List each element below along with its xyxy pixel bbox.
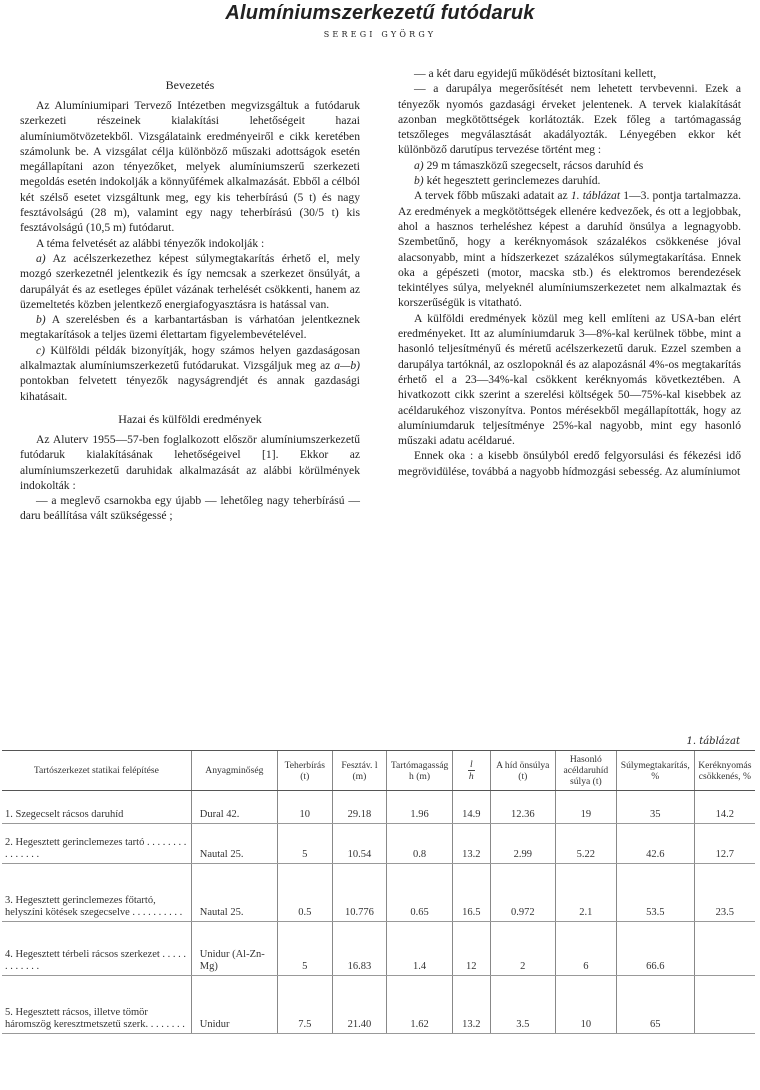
cell-steel-weight: 19	[555, 791, 616, 824]
cell-span: 16.83	[332, 922, 387, 976]
cell-wheel	[694, 922, 755, 976]
table-row	[2, 824, 755, 864]
header-ratio	[452, 751, 490, 791]
cell-steel-weight: 6	[555, 922, 616, 976]
paragraph-text: A szerelésben és a karbantartásban is várhatóan jelentkeznek megtakarítások a teljes üzemi élettartam figyelembevételével.	[20, 313, 360, 342]
cell-capacity: 5	[277, 922, 332, 976]
cell-saving: 65	[616, 976, 694, 1034]
cell-ratio: 14.9	[452, 791, 490, 824]
cell-steel-weight: 10	[555, 976, 616, 1034]
author-name: SEREGI GYÖRGY	[323, 30, 437, 39]
cell-wheel: 14.2	[694, 791, 755, 824]
list-marker: b)	[414, 174, 424, 188]
cell-wheel: 12.7	[694, 824, 755, 864]
table-row	[2, 791, 755, 824]
cell-wheel: 23.5	[694, 864, 755, 922]
cell-height: 0.8	[387, 824, 453, 864]
cell-selfweight: 2.99	[490, 824, 555, 864]
header-capacity: Teherbírás (t)	[277, 751, 332, 791]
paragraph-text: 29 m támaszközű szegecselt, rácsos daruhíd és	[423, 158, 644, 172]
table-row	[2, 864, 755, 922]
list-range: a—b)	[334, 359, 360, 373]
list-marker: a)	[414, 158, 424, 172]
header-structure: Tartószerkezet statikai felépítése	[2, 751, 191, 791]
cell-height: 1.4	[387, 922, 453, 976]
cell-saving: 42.6	[616, 824, 694, 864]
paragraph-text: A tervek főbb műszaki adatait az	[414, 189, 571, 203]
cell-material: Nautal 25.	[191, 864, 277, 922]
paragraph: — a darupálya megerősítését nem lehetett tervbevenni. Ezek a tényezők nyomós gazdasági érveket jelentenek. A tervek kialakítását azonban megkötöttségek korlátozták. Ezek főleg a tartómagasság tetszőleges megválasztását akadályozták. Lényegében ekkor két különböző darutípus tervezése történt meg :	[398, 82, 741, 157]
cell-saving: 66.6	[616, 922, 694, 976]
header-selfweight: A híd önsúlya (t)	[490, 751, 555, 791]
cell-capacity: 0.5	[277, 864, 332, 922]
cell-material: Unidur (Al-Zn-Mg)	[191, 922, 277, 976]
cell-span: 10.776	[332, 864, 387, 922]
table-row	[2, 976, 755, 1034]
cell-selfweight: 0.972	[490, 864, 555, 922]
cell-material: Nautal 25.	[191, 824, 277, 864]
cell-steel-weight: 5.22	[555, 824, 616, 864]
paragraph-text: 1—3. pontja tartalmazza. Az eredmények a megkötöttségek ellenére kedvezőek, és ott a legjobbak, ahol a hasznos terheléshez képest a daruhíd önsúlya a legnagyobb. Szembetűnő, hogy a keréknyomások százalékos csökkenése jóval alacsonyabb, mint a hídszerkezet százalékos súlymegtakarítása. Ennek oka a gépészeti (motor, macska stb.) és elektromos berendezések tekintélyes súlya, melyeknél alumíniumszerkezetet nem alkalmaztak és korszerűségük is vitatható.	[398, 189, 742, 310]
cell-structure: 4. Hegesztett térbeli rácsos szerkezet . . . . . . . . . . . .	[2, 922, 191, 976]
table-caption: 1. táblázat	[686, 736, 740, 747]
paragraph: A téma felvetését az alábbi tényezők indokolják :	[36, 236, 265, 250]
cell-ratio: 16.5	[452, 864, 490, 922]
paragraph: Az Aluterv 1955—57-ben foglalkozott először alumíniumszerkezetű futódaruk kialakításának lehetőségeivel [1]. Ekkor az alumíniumszerkezetű daruhidak alkalmazását az alábbi körülmények indokolták :	[20, 432, 360, 492]
cell-span: 10.54	[332, 824, 387, 864]
article-title: Alumíniumszerkezetű futódaruk	[225, 2, 535, 24]
paragraph-text: Külföldi példák bizonyítják, hogy számos helyen gazdaságosan alkalmaztak alumíniumszerkezetű futódarukat. Vizsgáljuk meg az	[20, 343, 360, 373]
paragraph-text: pontokban felvetett tényezők nagyságrendjét és annak gazdasági kihatásait.	[20, 374, 360, 403]
cell-span: 29.18	[332, 791, 387, 824]
cell-capacity: 10	[277, 791, 332, 824]
section-heading-foreign: Hazai és külföldi eredmények	[118, 411, 262, 426]
cell-height: 0.65	[387, 864, 453, 922]
cell-capacity: 7.5	[277, 976, 332, 1034]
cell-ratio: 13.2	[452, 976, 490, 1034]
cell-height: 1.62	[387, 976, 453, 1034]
cell-structure: 3. Hegesztett gerinclemezes főtartó, helyszíni kötések szegecselve . . . . . . . . . .	[2, 864, 191, 922]
cell-saving: 53.5	[616, 864, 694, 922]
cell-span: 21.40	[332, 976, 387, 1034]
header-wheel: Keréknyomás csökkenés, %	[694, 751, 755, 791]
cell-capacity: 5	[277, 824, 332, 864]
cell-ratio: 12	[452, 922, 490, 976]
ratio-numerator: l	[469, 759, 473, 770]
cell-structure: 1. Szegecselt rácsos daruhíd	[2, 791, 191, 824]
paragraph: — a meglevő csarnokba egy újabb — lehetőleg nagy teherbírású — daru beállítása vált szükségessé ;	[20, 494, 360, 523]
header-saving: Súlymegtakarítás, %	[616, 751, 694, 791]
cell-material: Dural 42.	[191, 791, 277, 824]
header-height: Tartómagasság h (m)	[387, 751, 453, 791]
ratio-denominator: h	[468, 771, 474, 782]
paragraph	[20, 312, 360, 343]
cell-wheel	[694, 976, 755, 1034]
paragraph	[20, 343, 360, 404]
paragraph	[398, 188, 741, 310]
list-marker: b)	[36, 313, 46, 327]
ratio-fraction	[468, 759, 475, 782]
cell-selfweight: 2	[490, 922, 555, 976]
header-steel-weight: Hasonló acéldaruhíd súlya (t)	[555, 751, 616, 791]
cell-steel-weight: 2.1	[555, 864, 616, 922]
paragraph-text: két hegesztett gerinclemezes daruhíd.	[423, 174, 601, 188]
section-heading-intro: Bevezetés	[165, 78, 215, 92]
right-column	[398, 66, 741, 479]
table-row	[2, 922, 755, 976]
paragraph	[398, 173, 741, 188]
cell-selfweight: 12.36	[490, 791, 555, 824]
cell-structure: 5. Hegesztett rácsos, illetve tömör háromszög keresztmetszetű szerk. . . . . . . .	[2, 976, 191, 1034]
paragraph: Az Alumíniumipari Tervező Intézetben megvizsgáltuk a futódaruk szerkezeti részeinek kialakítási lehetőségeit hazai alumíniumötvözetekből. Vizsgálataink eredményeiről e cikk keretében számolunk be. A vizsgálat célja különböző műszaki adottságok esetén megállapítani azon tényezőket, melyek alumíniumszerű szerkezeti megoldás esetén indokolják a könnyűfémek alkalmazását. Ebből a célból két szélső esetet vizsgáltunk meg, egy kis teherbírású (5 t) és nagy fesztávolságú (28 m), valamint egy nagy teherbírású (30/5 t) kis fesztávolságú (10,5 m) futódarut.	[20, 99, 360, 235]
table-reference: 1. táblázat	[570, 189, 621, 203]
paragraph	[20, 251, 360, 312]
table-header-row	[2, 751, 755, 791]
paragraph	[398, 158, 741, 173]
cell-height: 1.96	[387, 791, 453, 824]
list-marker: c)	[36, 343, 46, 357]
paragraph: A külföldi eredmények közül meg kell említeni az USA-ban elért eredményeket. Itt az alumíniumdaruk 3—8%-kal kerülnek többe, mint a hasonló teljesítményű és méretű acélszerkezetű daruk. Ezzel szemben a darupálya tartóknál, az oszlopoknál és az alapozásnál 4%-os megtakarítás érhető el a 23—34%-kal csökkent keréknyomás következtében. A hivatkozott cikk szerint a szerelési költségek 50—75%-kal kisebbek az acéldarukéhoz viszonyítva. Pontos mérésekből megállapították, hogy az alumíniumdaruk teljesítménye 25%-kal nagyobb, mint egy hasonló műszaki adatu acéldarué.	[398, 311, 741, 448]
cell-structure: 2. Hegesztett gerinclemezes tartó . . . . . . . . . . . . . . .	[2, 824, 191, 864]
cell-saving: 35	[616, 791, 694, 824]
spec-table	[2, 750, 755, 1034]
paragraph-text: Az acélszerkezethez képest súlymegtakarítás érhető el, mely mozgó szerkezetnél jelentkezik és így nemcsak a szerkezet önsúlyát, a darupályát és az esetleges épület vázának terhelését csökkenti, hanem az üzemeltetés közben jelentkező energiafogyasztásra is hatással van.	[20, 251, 360, 311]
paragraph: — a két daru egyidejű működését biztosítani kellett,	[414, 67, 657, 80]
list-marker: a)	[36, 251, 46, 265]
paragraph: Ennek oka : a kisebb önsúlyból eredő felgyorsulási és fékezési idő megrövidülése, továbbá a nagyobb hídmozgási sebesség. Az alumíniumot	[398, 449, 741, 478]
cell-ratio: 13.2	[452, 824, 490, 864]
header-span: Fesztáv. l (m)	[332, 751, 387, 791]
header-material: Anyagminőség	[191, 751, 277, 791]
cell-material: Unidur	[191, 976, 277, 1034]
left-column	[20, 66, 360, 524]
cell-selfweight: 3.5	[490, 976, 555, 1034]
